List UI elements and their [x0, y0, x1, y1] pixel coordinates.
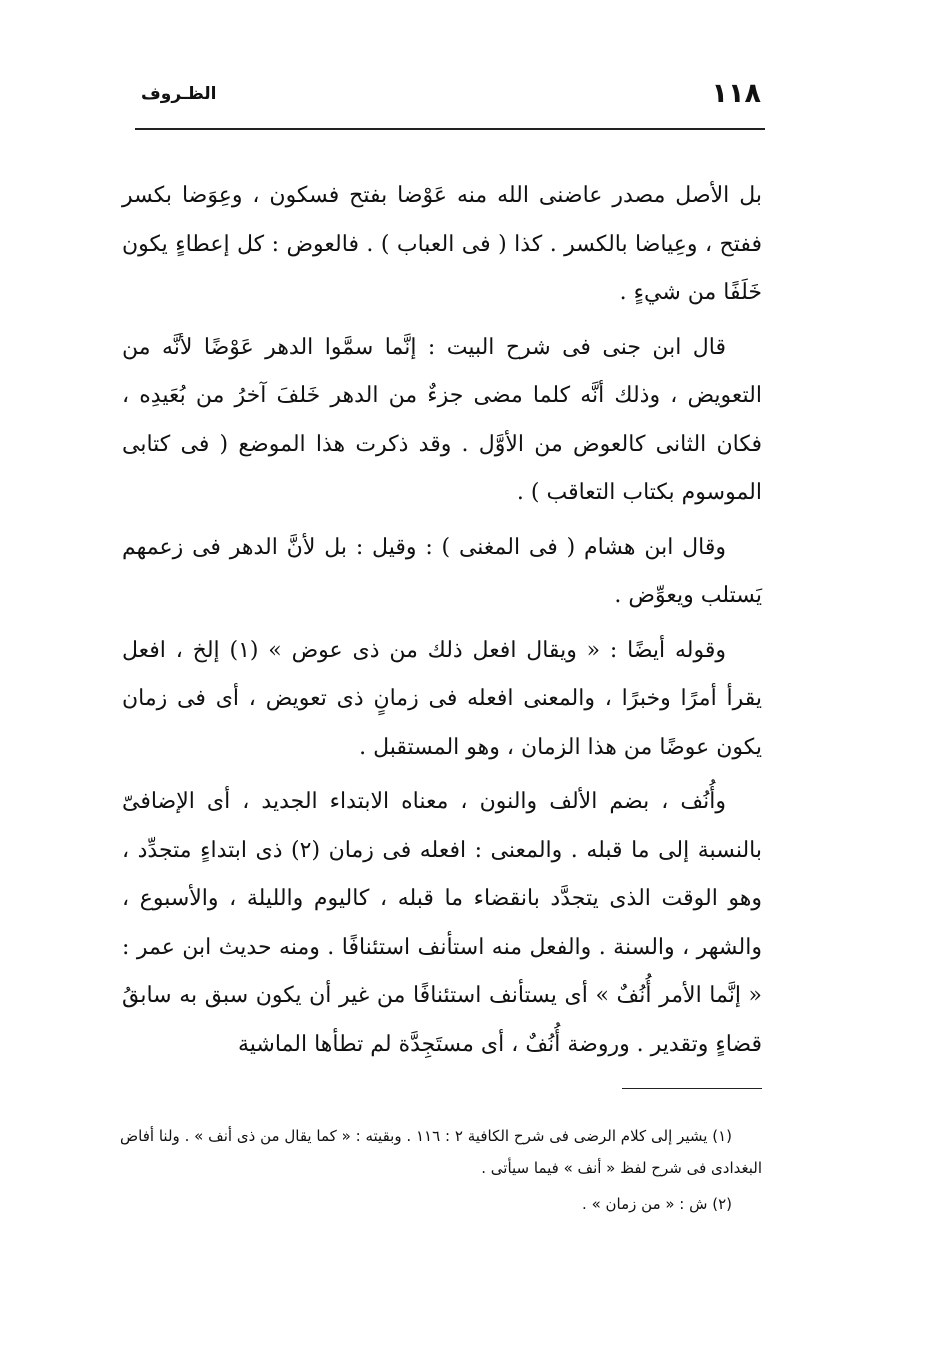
running-title: الظـروف [141, 84, 217, 104]
paragraph: قال ابن جنى فى شرح البيت : إنَّما سمَّوا الدهر عَوْضًا لأنَّه من التعويض ، وذلك أنَّه كلما مضى جزءٌ من الدهر خَلفَ آخرُ من بُعَيدِه ، فكان الثانى كالعوض من الأوَّل . وقد ذكرت هذا الموضع ( فى كتابى الموسوم بكتاب التعاقب ) . [122, 334, 762, 505]
footnote: (١) يشير إلى كلام الرضى فى شرح الكافية ٢ : ١١٦ . وبقيته : « كما يقال من ذى أنف » . ولنا أفاض البغدادى فى شرح لفظ « أنف » فيما سيأتى . [120, 1127, 762, 1177]
footnote-divider [622, 1088, 762, 1089]
body-text [122, 172, 762, 1075]
page-number: ١١٨ [711, 78, 761, 109]
paragraph: وقال ابن هشام ( فى المغنى ) : وقيل : بل لأنَّ الدهر فى زعمهم يَستلب ويعوِّض . [122, 534, 762, 608]
footnote: (٢) ش : « من زمان » . [582, 1195, 732, 1213]
paragraph: وقوله أيضًا : « ويقال افعل ذلك من ذى عوض » (١) إلخ ، افعل يقرأ أمرًا وخبرًا ، والمعنى افعله فى زمانٍ ذى تعويض ، أى فى زمان يكون عوضًا من هذا الزمان ، وهو المستقبل . [122, 637, 762, 760]
paragraph: وأُنُف ، بضم الألف والنون ، معناه الابتداء الجديد ، أى الإضافىّ بالنسبة إلى ما قبله . والمعنى : افعله فى زمان (٢) ذى ابتداءٍ متجدِّد ، وهو الوقت الذى يتجدَّد بانقضاء ما قبله ، كاليوم والليلة ، والأسبوع ، والشهر ، والسنة . والفعل منه استأنف استئنافًا . ومنه حديث ابن عمر : « إنَّما الأمر أُنُفٌ » أى يستأنف استئنافًا من غير أن يكون سبق به سابقُ قضاءٍ وتقدير . وروضة أُنُفٌ ، أى مستَجِدَّة لم تطأها الماشية [122, 789, 762, 1057]
paragraph: بل الأصل مصدر عاضنى الله منه عَوْضا بفتح فسكون ، وعِوَضا بكسر ففتح ، وعِياضا بالكسر . كذا ( فى العباب ) . فالعوض : كل إعطاءٍ يكون خَلَفًا من شيءٍ . [122, 183, 762, 305]
header-divider [135, 128, 765, 130]
footnotes [120, 1120, 762, 1224]
page-header [135, 78, 765, 118]
